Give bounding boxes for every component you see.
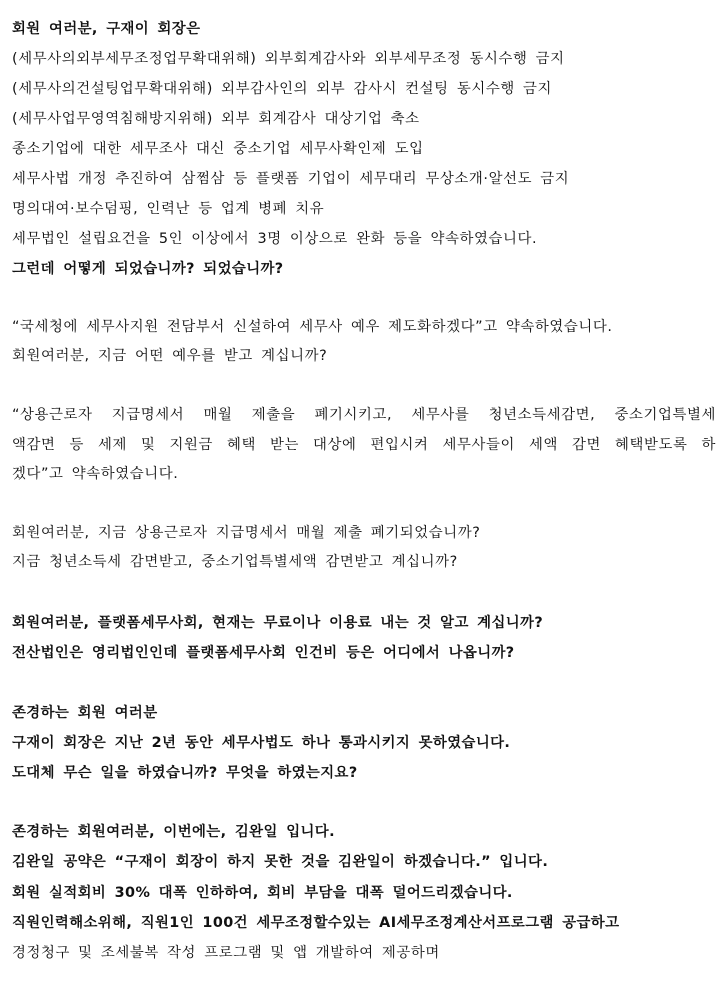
pledge-line-4: 종소기업에 대한 세무조사 대신 중소기업 세무사확인제 도입 xyxy=(12,141,424,157)
ai-program-pledge: 직원인력해소위해, 직원1인 100건 세무조정할수있는 AI세무조정계산서프로그램 공급하고 xyxy=(12,915,620,931)
pledge-line-7: 세무법인 설립요건을 5인 이상에서 3명 이상으로 완화 등을 약속하였습니다. xyxy=(12,231,538,247)
pledge-line-5: 세무사법 개정 추진하여 삼쩜삼 등 플랫폼 기업이 세무대리 무상소개·알선도 금지 xyxy=(12,171,570,187)
criticism-line-2: 도대체 무슨 일을 하였습니까? 무엇을 하였는지요? xyxy=(12,765,358,781)
quote-line-1: “국세청에 세무사지원 전담부서 신설하여 세무사 예우 제도화하겠다”고 약속하였습니다. xyxy=(12,319,613,335)
pledge-line-1: (세무사의외부세무조정업무확대위해) 외부회계감사와 외부세무조정 동시수행 금지 xyxy=(12,51,565,67)
quote-line-2b: 액감면 등 세제 및 지원금 혜택 받는 대상에 편입시켜 세무사들이 세액 감면 혜택받도록 하 xyxy=(12,437,716,453)
pledge-line-6: 명의대여·보수덤핑, 인력난 등 업계 병폐 치유 xyxy=(12,201,325,217)
respect-heading: 존경하는 회원 여러분 xyxy=(12,705,158,721)
quote-line-2c: 겠다”고 약속하였습니다. xyxy=(12,466,179,482)
question-line-3: 회원여러분, 지금 상용근로자 지급명세서 매월 제출 폐기되었습니까? xyxy=(12,525,481,541)
pledge-line-3: (세무사업무영역침해방지위해) 외부 회계감사 대상기업 축소 xyxy=(12,111,420,127)
question-line-4: 지금 청년소득세 감면받고, 중소기업특별세액 감면받고 계십니까? xyxy=(12,554,458,570)
question-line-2: 회원여러분, 지금 어떤 예우를 받고 계십니까? xyxy=(12,348,328,364)
criticism-line-1: 구재이 회장은 지난 2년 동안 세무사법도 하나 통과시키지 못하였습니다. xyxy=(12,735,511,751)
app-development-pledge: 경정청구 및 조세불복 작성 프로그램 및 앱 개발하여 제공하며 xyxy=(12,945,440,961)
candidate-pledge: 김완일 공약은 “구재이 회장이 하지 못한 것을 김완일이 하겠습니다.” 입니다. xyxy=(12,854,549,870)
platform-question-2: 전산법인은 영리법인인데 플랫폼세무사회 인건비 등은 어디에서 나옵니까? xyxy=(12,645,515,661)
platform-question-1: 회원여러분, 플랫폼세무사회, 현재는 무료이나 이용료 내는 것 알고 계십니까? xyxy=(12,615,544,631)
candidate-intro: 존경하는 회원여러분, 이번에는, 김완일 입니다. xyxy=(12,824,335,840)
pledge-line-2: (세무사의건설팅업무확대위해) 외부감사인의 외부 감사시 컨설팅 동시수행 금지 xyxy=(12,81,553,97)
fee-reduction-pledge: 회원 실적회비 30% 대폭 인하하여, 회비 부담을 대폭 덜어드리겠습니다. xyxy=(12,885,513,901)
quote-line-2a: “상용근로자 지급명세서 매월 제출을 폐기시키고, 세무사를 청년소득세감면, 중소기업특별세 xyxy=(12,407,716,423)
question-line: 그런데 어떻게 되었습니까? 되었습니까? xyxy=(12,261,284,277)
heading-members-president: 회원 여러분, 구재이 회장은 xyxy=(12,21,201,37)
